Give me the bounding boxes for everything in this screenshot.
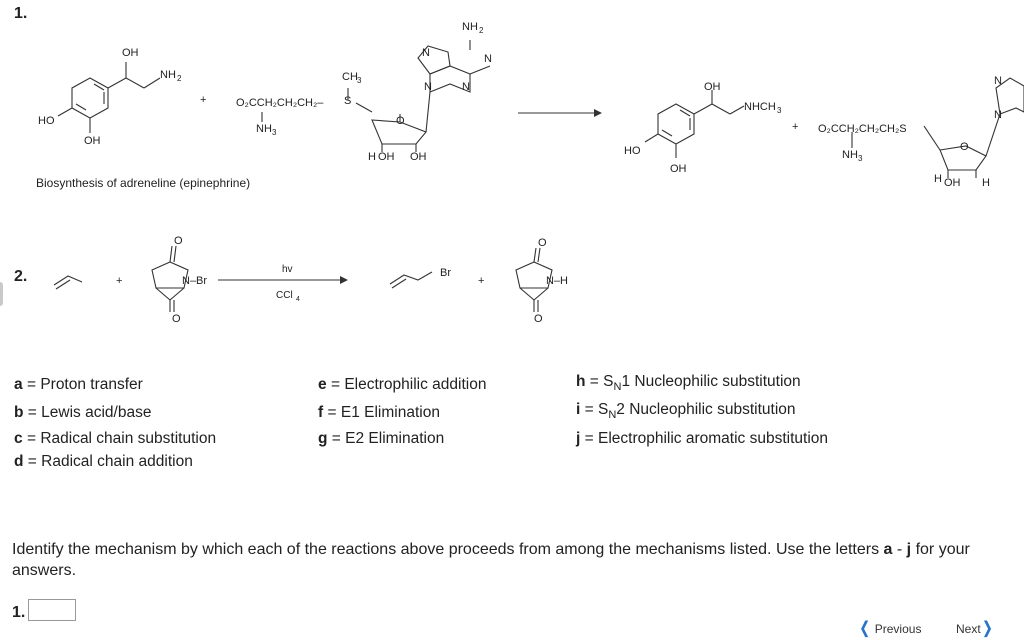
svg-text:NH: NH — [256, 123, 272, 135]
svg-text:O: O — [960, 141, 969, 153]
mechanism-g: g = E2 Elimination — [318, 430, 445, 447]
svg-text:+: + — [200, 94, 207, 106]
svg-text:OH: OH — [84, 135, 101, 147]
svg-text:O₂CCH₂CH₂CH₂–: O₂CCH₂CH₂CH₂– — [236, 97, 324, 109]
svg-text:O: O — [538, 237, 547, 249]
instructions: Identify the mechanism by which each of the reactions above proceeds from among the mechanisms listed. Use the letters a - j for your answers. — [12, 541, 970, 579]
svg-text:OH: OH — [378, 151, 395, 163]
chevron-right-icon: ❭ — [980, 620, 995, 637]
svg-text:HO: HO — [624, 145, 641, 157]
svg-text:N: N — [424, 81, 432, 93]
svg-text:3: 3 — [858, 154, 863, 163]
chevron-left-icon: ❬ — [858, 620, 872, 637]
svg-text:+: + — [792, 121, 799, 133]
mechanism-j: j = Electrophilic aromatic substitution — [576, 430, 829, 447]
svg-text:HO: HO — [38, 115, 55, 127]
next-button[interactable]: Next❭ — [956, 620, 995, 637]
svg-text:3: 3 — [777, 106, 782, 115]
svg-text:+: + — [116, 275, 123, 287]
svg-text:OH: OH — [410, 151, 427, 163]
mechanism-h: $h = S_N1$ Nucleophilic substitution — [576, 373, 801, 394]
svg-text:OH: OH — [122, 47, 139, 59]
svg-text:NH: NH — [462, 21, 478, 33]
previous-button[interactable]: ❬ Previous — [858, 620, 922, 637]
svg-text:4: 4 — [296, 296, 300, 303]
svg-text:N: N — [994, 109, 1002, 121]
svg-text:Br: Br — [440, 267, 451, 279]
answer-1-input[interactable] — [28, 599, 76, 621]
svg-text:OH: OH — [704, 81, 721, 93]
svg-text:OH: OH — [670, 163, 687, 175]
svg-text:N–H: N–H — [546, 275, 569, 287]
reaction-1-caption: Biosynthesis of adreneline (epinephrine) — [36, 176, 251, 190]
problem-1-number: 1. — [14, 5, 28, 22]
svg-text:N: N — [484, 53, 492, 65]
svg-text:CH: CH — [342, 71, 358, 83]
svg-text:O: O — [534, 313, 543, 325]
svg-text:NH: NH — [842, 149, 858, 161]
svg-text:O₂CCH₂CH₂CH₂S: O₂CCH₂CH₂CH₂S — [818, 123, 907, 135]
svg-text:NHCH: NHCH — [744, 101, 776, 113]
svg-text:N–Br: N–Br — [182, 275, 208, 287]
mechanism-f: f = E1 Elimination — [318, 404, 440, 421]
svg-text:hv: hv — [282, 264, 293, 275]
svg-text:2: 2 — [479, 26, 484, 35]
mechanism-a: a = Proton transfer — [14, 376, 143, 393]
svg-text:O: O — [396, 115, 405, 127]
svg-text:O: O — [172, 313, 181, 325]
svg-text:N: N — [994, 75, 1002, 87]
answer-1-label: 1. — [12, 604, 26, 621]
svg-text:H: H — [368, 151, 376, 163]
svg-text:N: N — [422, 47, 430, 59]
mechanism-e: e = Electrophilic addition — [318, 376, 487, 393]
svg-text:S: S — [344, 95, 352, 107]
svg-text:3: 3 — [272, 128, 277, 137]
mechanism-c: c = Radical chain substitution — [14, 430, 217, 447]
svg-text:H: H — [934, 173, 942, 185]
svg-text:H: H — [982, 177, 990, 189]
mechanism-b: b = Lewis acid/base — [14, 404, 152, 421]
svg-text:2: 2 — [177, 74, 182, 83]
svg-text:NH: NH — [160, 69, 176, 81]
mechanism-i: $i = S_N2$ Nucleophilic substitution — [576, 401, 796, 422]
svg-text:3: 3 — [357, 76, 362, 85]
svg-text:OH: OH — [944, 177, 961, 189]
svg-text:CCl: CCl — [276, 290, 293, 301]
problem-2-number: 2. — [14, 268, 28, 285]
mechanism-d: d = Radical chain addition — [14, 453, 193, 470]
svg-text:O: O — [174, 235, 183, 247]
svg-text:N: N — [462, 81, 470, 93]
svg-text:+: + — [478, 275, 485, 287]
